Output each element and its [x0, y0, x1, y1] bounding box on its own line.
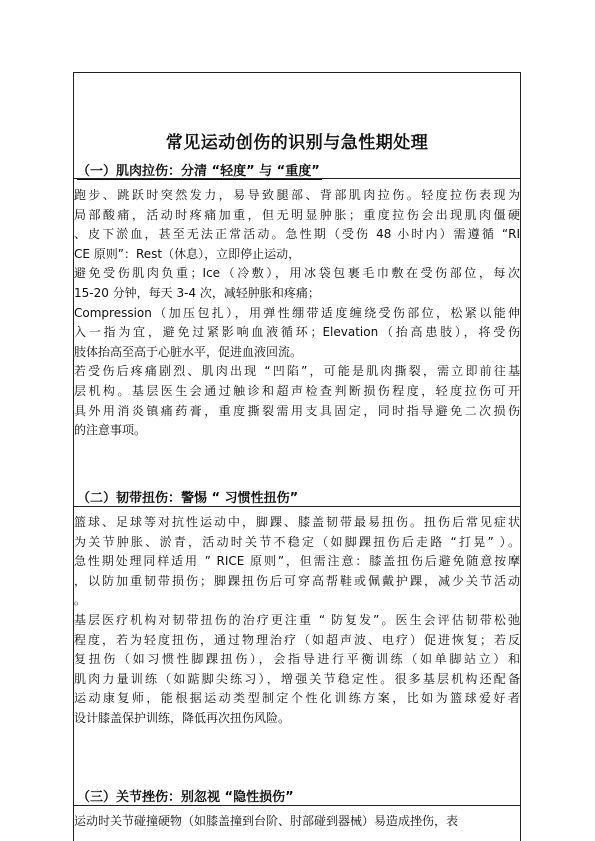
paragraph-line: 避免受伤肌肉负重；Ice（冷敷），用冰袋包裹毛巾敷在受伤部位，每次 [74, 266, 520, 281]
paragraph-line: 运动时关节碰撞硬物（如膝盖撞到台阶、肘部碰到器械）易造成挫伤，表 [74, 814, 459, 828]
paragraph-line: 篮球、足球等对抗性运动中，脚踝、膝盖韧带最易扭伤。扭伤后常见症状 [74, 515, 520, 529]
paragraph-line: 、皮下淤血，甚至无法正常活动。急性期（受伤 48 小时内）需遵循 “RI [74, 227, 520, 242]
paragraph-line: 为关节肿胀、淤青，活动时关节不稳定（如脚踝扭伤后走路 “打晃” ）。 [74, 534, 520, 549]
section-1-body [74, 186, 520, 441]
section-3-divider [73, 805, 521, 806]
paragraph-line: 肌肉力量训练（如踮脚尖练习），增强关节稳定性。很多基层机构还配备 [74, 671, 520, 686]
section-1-divider [73, 178, 521, 179]
paragraph-line: 具外用消炎镇痛药膏，重度撕裂需用支具固定，同时指导避免二次损伤 [74, 403, 520, 418]
paragraph-line: 复扭伤（如习惯性脚踝扭伤），会指导进行平衡训练（如单脚站立）和 [74, 652, 520, 667]
section-2-heading [73, 487, 300, 506]
section-3-body [74, 812, 520, 832]
section-2-body [74, 513, 520, 729]
section-3-heading [73, 786, 296, 805]
paragraph-line: 运动康复师，能根据运动类型制定个性化训练方案，比如为篮球爱好者 [74, 691, 520, 706]
paragraph-line: 若受伤后疼痛剧烈、肌肉出现 “凹陷”，可能是肌肉撕裂，需立即前往基 [74, 364, 520, 379]
paragraph-line: 的注意事项。 [74, 423, 147, 438]
paragraph-line: 基层医疗机构对韧带扭伤的治疗更注重 “ 防复发”。医生会评估韧带松弛 [74, 612, 520, 627]
section-2-heading-text: （二）韧带扭伤：警惕 “ 习惯性扭伤” [77, 491, 299, 506]
paragraph-line: 急性期处理同样适用 ” RICE 原则”，但需注意：膝盖扭伤后避免随意按摩 [74, 554, 520, 569]
section-3-heading-text: （三）关节挫伤：别忽视 “隐性损伤” [77, 790, 294, 805]
paragraph-line: 肢体抬高至高于心脏水平，促进血液回流。 [74, 344, 303, 359]
paragraph-line: 入一指为宜，避免过紧影响血液循环；Elevation（抬高患肢），将受伤 [74, 325, 520, 340]
page-title: 常见运动创伤的识别与急性期处理 [165, 133, 429, 153]
section-2-divider [73, 506, 521, 507]
paragraph-line: 设计膝盖保护训练，降低再次扭伤风险。 [74, 710, 291, 725]
paragraph-line: Compression（加压包扎），用弹性绷带适度缠绕受伤部位，松紧以能伸 [74, 305, 520, 320]
paragraph-line: 15-20 分钟，每天 3-4 次，减轻肿胀和疼痛； [74, 285, 320, 300]
section-1-heading-text: （一）肌肉拉伤：分清 “轻度” 与 “重度” [77, 164, 320, 179]
section-1-heading [73, 160, 322, 179]
paragraph-line: 跑步、跳跃时突然发力，易导致腿部、背部肌肉拉伤。轻度拉伤表现为 [74, 188, 520, 202]
paragraph-line: ，以防加重韧带损伤；脚踝扭伤后可穿高帮鞋或佩戴护踝，减少关节活动 [74, 573, 520, 588]
paragraph-line: 程度，若为轻度扭伤，通过物理治疗（如超声波、电疗）促进恢复；若反 [74, 632, 520, 647]
paragraph-line: CE 原则”：Rest（休息），立即停止运动， [74, 246, 301, 261]
paragraph-line: 局部酸痛，活动时疼痛加重，但无明显肿胀；重度拉伤会出现肌肉僵硬 [74, 207, 520, 222]
paragraph-line: 。 [74, 593, 87, 608]
paragraph-line: 层机构。基层医生会通过触诊和超声检查判断损伤程度，轻度拉伤可开 [74, 383, 520, 398]
